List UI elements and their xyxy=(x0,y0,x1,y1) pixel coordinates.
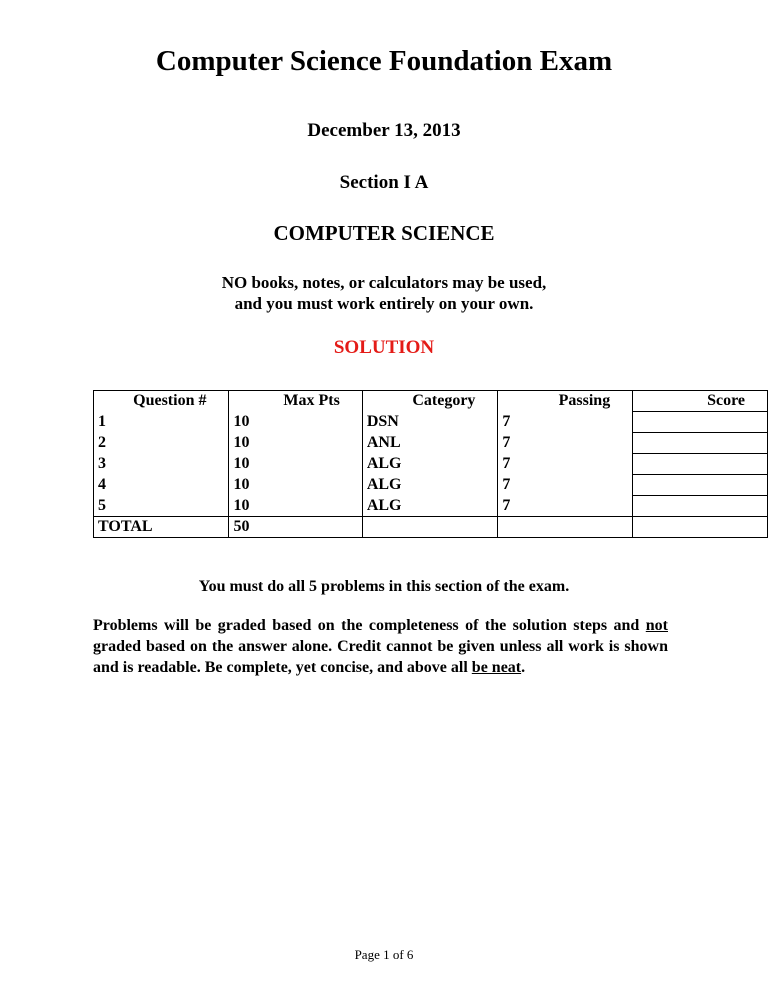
cell-passing: 7 xyxy=(498,496,633,517)
exam-subject: COMPUTER SCIENCE xyxy=(273,221,495,245)
header-score: Score xyxy=(633,391,768,412)
cell-category: DSN xyxy=(362,412,498,433)
cell-passing: 7 xyxy=(498,454,633,475)
table-row xyxy=(94,475,768,496)
exam-section: Section I A xyxy=(339,172,429,193)
cell-category: ALG xyxy=(362,496,498,517)
exam-rules xyxy=(0,272,768,314)
cell-passing: 7 xyxy=(498,412,633,433)
cell-score[interactable] xyxy=(633,433,768,454)
table-row xyxy=(94,496,768,517)
cell-max-pts: 10 xyxy=(229,475,362,496)
header-category: Category xyxy=(362,391,498,412)
cell-score[interactable] xyxy=(633,454,768,475)
cell-max-pts: 10 xyxy=(229,412,362,433)
table-row xyxy=(94,412,768,433)
table-header-row xyxy=(94,391,768,412)
rules-line-2: and you must work entirely on your own. xyxy=(234,294,534,313)
cell-max-pts: 10 xyxy=(229,433,362,454)
grading-text-1: Problems will be graded based on the completeness of the solution steps and xyxy=(93,617,646,634)
cell-score[interactable] xyxy=(633,475,768,496)
cell-total-max-pts: 50 xyxy=(229,517,362,538)
exam-date: December 13, 2013 xyxy=(307,120,461,141)
cell-passing: 7 xyxy=(498,433,633,454)
cell-score[interactable] xyxy=(633,412,768,433)
rules-line-1: NO books, notes, or calculators may be used, xyxy=(221,273,547,292)
table-row xyxy=(94,433,768,454)
header-question: Question # xyxy=(94,391,229,412)
cell-score[interactable] xyxy=(633,496,768,517)
table-total-row xyxy=(94,517,768,538)
cell-category: ALG xyxy=(362,454,498,475)
table-row xyxy=(94,454,768,475)
cell-total-passing xyxy=(498,517,633,538)
grading-instructions xyxy=(93,615,668,678)
cell-question: 3 xyxy=(94,454,229,475)
all-problems-instruction: You must do all 5 problems in this section of the exam. xyxy=(198,578,570,595)
cell-question: 2 xyxy=(94,433,229,454)
cell-max-pts: 10 xyxy=(229,496,362,517)
cell-category: ANL xyxy=(362,433,498,454)
cell-total-category xyxy=(362,517,498,538)
page-number: Page 1 of 6 xyxy=(354,947,414,962)
header-max-pts: Max Pts xyxy=(229,391,362,412)
grading-text-2: graded based on the answer alone. Credit cannot be given unless all work is shown and is readable. Be complete, yet concise, and above all xyxy=(93,638,668,676)
cell-question: 1 xyxy=(94,412,229,433)
cell-category: ALG xyxy=(362,475,498,496)
cell-total-label: TOTAL xyxy=(94,517,229,538)
grading-text-3: . xyxy=(521,659,526,676)
cell-question: 5 xyxy=(94,496,229,517)
header-passing: Passing xyxy=(498,391,633,412)
cell-question: 4 xyxy=(94,475,229,496)
grading-text-neat: be neat xyxy=(471,659,522,676)
grading-text-not: not xyxy=(645,617,668,634)
grading-table xyxy=(93,390,768,538)
exam-title: Computer Science Foundation Exam xyxy=(155,45,613,77)
cell-max-pts: 10 xyxy=(229,454,362,475)
solution-label: SOLUTION xyxy=(333,337,435,358)
cell-passing: 7 xyxy=(498,475,633,496)
cell-total-score[interactable] xyxy=(633,517,768,538)
